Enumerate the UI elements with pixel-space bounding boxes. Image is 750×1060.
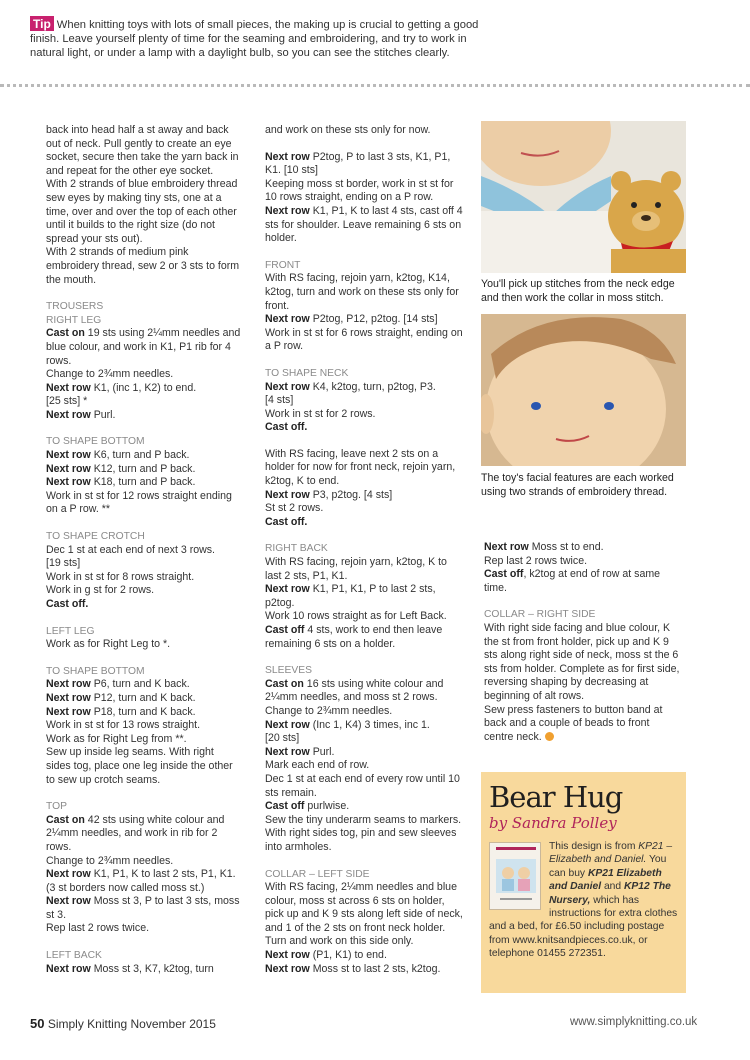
instruction: Next row K18, turn and P back. xyxy=(46,476,196,489)
instruction: Cast on 19 sts using 2¼mm needles and blue colour, and work in K1, P1 rib for 4 rows. xyxy=(46,327,241,367)
instruction: Change to 2¾mm needles. xyxy=(265,704,393,717)
promo-body: This design is from KP21 – Elizabeth and Daniel. You can buy KP21 Elizabeth and Daniel and KP12 The Nursery, which has instructions for extra clothes and a bed, for £6.50 including postage from www.knitsandpieces.co.uk, or telephone 01455 272351. xyxy=(489,841,678,960)
instruction: Next row K1, (inc 1, K2) to end. xyxy=(46,381,197,394)
instruction: With RS facing, rejoin yarn, k2tog, K14, k2tog, turn and work on these sts only for front. xyxy=(265,272,459,312)
instruction: Next row P2tog, P to last 3 sts, K1, P1, K1. [10 sts] xyxy=(265,150,451,177)
instruction: [25 sts] * xyxy=(46,395,88,408)
instruction: Keeping moss st border, work in st st for 10 rows straight, ending on a P row. xyxy=(265,177,454,204)
promo-byline: by Sandra Polley xyxy=(489,814,617,832)
instruction: Cast off. xyxy=(265,421,308,434)
instruction: Next row (Inc 1, K4) 3 times, inc 1. xyxy=(265,718,430,731)
end-marker-icon xyxy=(545,732,554,741)
instruction: Work as for Right Leg from **. xyxy=(46,732,187,745)
tip-badge: Tip xyxy=(30,16,54,31)
instruction: With RS facing, leave next 2 sts on a holder for now for front neck, rejoin yarn, k2tog, K to end. xyxy=(265,447,456,488)
instruction: Work in st st for 8 rows straight. xyxy=(46,570,195,583)
instruction: Next row Moss st 3, P to last 3 sts, moss st 3. xyxy=(46,895,240,921)
column-2 xyxy=(265,124,465,976)
section-heading: TO SHAPE BOTTOM xyxy=(46,436,145,448)
promo-title: Bear Hug xyxy=(489,780,623,814)
column-1 xyxy=(46,124,241,976)
instruction: Cast off purlwise. xyxy=(265,800,350,813)
instruction: Next row P6, turn and K back. xyxy=(46,678,190,691)
section-heading: RIGHT BACK xyxy=(265,543,328,555)
instruction: Rep last 2 rows twice. xyxy=(484,554,588,567)
instruction: Sew press fasteners to button band at back and a couple of beads to front centre neck. xyxy=(484,703,663,743)
instruction: Sew the tiny underarm seams to markers. With right sides tog, pin and sew sleeves into armholes. xyxy=(265,813,462,853)
section-heading: SLEEVES xyxy=(265,665,312,677)
instruction: Next row P3, p2tog. [4 sts] xyxy=(265,488,393,501)
instruction: [19 sts] xyxy=(46,557,81,570)
page-number: 50 xyxy=(30,1016,45,1031)
instruction: [4 sts] xyxy=(265,394,294,407)
instruction: Cast on 42 sts using white colour and 2¼mm needles, and work in rib for 2 rows. xyxy=(46,813,225,853)
instruction: Next row (P1, K1) to end. xyxy=(265,949,387,962)
instruction: Next row P2tog, P12, p2tog. [14 sts] xyxy=(265,313,438,326)
section-heading: RIGHT LEG xyxy=(46,314,102,326)
instruction: Next row K4, k2tog, turn, p2tog, P3. xyxy=(265,380,436,393)
instruction: Change to 2¾mm needles. xyxy=(46,368,174,381)
instruction: Cast off 4 sts, work to end then leave remaining 6 sts on a holder. xyxy=(265,624,443,650)
section-heading: LEFT BACK xyxy=(46,950,102,962)
tip-text: When knitting toys with lots of small pieces, the making up is crucial to getting a good finish. Leave yourself plenty of time for the seaming and embroidering, and try to work in natural light, or under a lamp with a daylight bulb, so you can see the stitches clearly. xyxy=(30,19,479,59)
section-heading: LEFT LEG xyxy=(46,625,95,637)
column-3 xyxy=(484,541,680,744)
instruction: Work in st st for 13 rows straight. xyxy=(46,719,201,732)
instruction: Next row Moss st to last 2 sts, k2tog. xyxy=(265,962,441,975)
instruction: Work in g st for 2 rows. xyxy=(46,584,155,597)
paragraph: back into head half a st away and back out of neck. Pull gently to create an eye socket, secure then take the yarn back in and repeat for the other eye socket. xyxy=(46,124,239,177)
section-heading: TO SHAPE NECK xyxy=(265,367,349,379)
instruction: Next row K1, P1, K to last 4 sts, cast off 4 sts for shoulder. Leave remaining 6 sts on holder. xyxy=(265,204,463,245)
instruction: With RS facing, 2¼mm needles and blue colour, moss st across 6 sts on holder, pick up and K 9 sts along left side of neck, and 1 of the 2 sts on front neck holder. Turn and work on this side only. xyxy=(265,881,463,948)
instruction: Next row P12, turn and K back. xyxy=(46,691,196,704)
instruction: Next row K6, turn and P back. xyxy=(46,449,190,462)
magazine-issue: Simply Knitting November 2015 xyxy=(47,1017,216,1031)
instruction: Mark each end of row. xyxy=(265,759,370,772)
instruction: Change to 2¾mm needles. xyxy=(46,854,174,867)
instruction: With RS facing, rejoin yarn, k2tog, K to last 2 sts, P1, K1. xyxy=(265,556,447,582)
paragraph: With 2 strands of blue embroidery thread sew eyes by making tiny sts, one at a time, over and over the top of each other until it builds to the right size (do not spread your sts out). xyxy=(46,178,238,245)
instruction: Cast off. xyxy=(265,515,308,528)
instruction: Cast on 16 sts using white colour and 2¼mm needles, and moss st 2 rows. xyxy=(265,677,444,704)
photo-doll-face xyxy=(481,314,686,466)
section-heading: FRONT xyxy=(265,259,301,271)
photo-caption: You'll pick up stitches from the neck edge and then work the collar in moss stitch. xyxy=(481,278,675,304)
section-heading: COLLAR – LEFT SIDE xyxy=(265,868,370,880)
instruction: Next row Purl. xyxy=(46,408,116,421)
instruction: Next row K1, P1, K1, P to last 2 sts, p2tog. xyxy=(265,583,436,609)
instruction: and work on these sts only for now. xyxy=(265,124,431,136)
instruction: Dec 1 st at each end of every row until 10 sts remain. xyxy=(265,772,460,799)
instruction: Work in st st for 6 rows straight, ending on a P row. xyxy=(265,326,463,353)
instruction: St st 2 rows. xyxy=(265,502,324,515)
photo-collar-teddy xyxy=(481,121,686,273)
instruction: Sew up inside leg seams. With right sides tog, place one leg inside the other to sew up crotch seams. xyxy=(46,746,233,786)
page-footer-left xyxy=(30,1016,216,1031)
instruction: (3 st borders now called moss st.) xyxy=(46,881,205,894)
pattern-cover-image xyxy=(489,842,541,910)
page-footer-url: www.simplyknitting.co.uk xyxy=(570,1016,698,1028)
photo-caption: The toy's facial features are each worked using two strands of embroidery thread. xyxy=(481,472,674,498)
instruction: Work in st st for 12 rows straight ending on a P row. ** xyxy=(46,489,232,516)
instruction: Next row Purl. xyxy=(265,745,335,758)
instruction: Cast off. xyxy=(46,598,89,610)
section-heading: COLLAR – RIGHT SIDE xyxy=(484,609,596,621)
instruction: Work as for Right Leg to *. xyxy=(46,638,171,651)
section-heading: TROUSERS xyxy=(46,301,104,313)
section-heading: TO SHAPE CROTCH xyxy=(46,531,145,543)
instruction: With right side facing and blue colour, K the st from front holder, pick up and K 9 sts along right side of neck, moss st the 6 sts from holder. Complete as for first side, reversing shaping by decreasing at beginning of alt rows. xyxy=(484,621,680,702)
paragraph: With 2 strands of medium pink embroidery thread, sew 2 or 3 sts to form the mouth. xyxy=(46,246,240,286)
promo-box xyxy=(481,772,686,993)
instruction: [20 sts] xyxy=(265,732,300,745)
instruction: Work 10 rows straight as for Left Back. xyxy=(265,610,447,623)
dotted-divider xyxy=(0,84,750,88)
instruction: Next row P18, turn and K back. xyxy=(46,705,196,718)
tip-box xyxy=(30,16,480,60)
instruction: Rep last 2 rows twice. xyxy=(46,922,150,935)
instruction: Next row Moss st 3, K7, k2tog, turn xyxy=(46,962,214,975)
instruction: Next row K12, turn and P back. xyxy=(46,462,196,475)
instruction: Cast off, k2tog at end of row at same time. xyxy=(484,568,661,594)
instruction: Work in st st for 2 rows. xyxy=(265,407,376,420)
bold-label: Cast on xyxy=(46,327,85,340)
instruction: Dec 1 st at each end of next 3 rows. xyxy=(46,543,216,556)
instruction: Next row Moss st to end. xyxy=(484,541,604,553)
instruction: Next row K1, P1, K to last 2 sts, P1, K1. xyxy=(46,868,236,881)
section-heading: TO SHAPE BOTTOM xyxy=(46,665,145,677)
section-heading: TOP xyxy=(46,801,67,813)
